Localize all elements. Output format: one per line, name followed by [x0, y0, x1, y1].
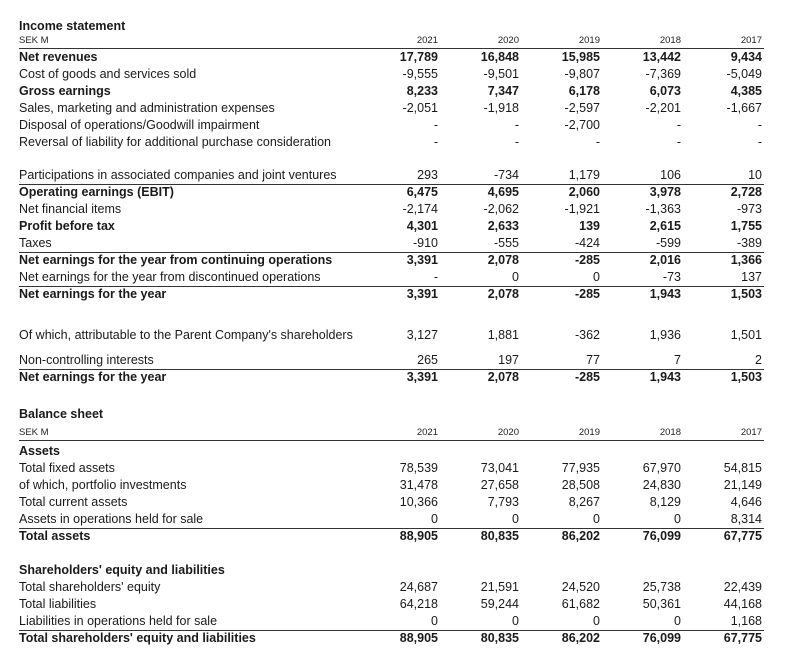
row-value: -285 — [574, 253, 600, 267]
row-value: -1,918 — [483, 101, 519, 115]
table-row — [19, 511, 764, 528]
table-row — [19, 252, 764, 269]
year-header: 2021 — [416, 427, 438, 438]
row-value: 67,775 — [723, 631, 762, 645]
table-row — [19, 66, 764, 83]
row-value: 80,835 — [480, 529, 519, 543]
row-label: Net earnings for the year from discontinued operations — [19, 270, 321, 284]
row-value: 44,168 — [723, 597, 762, 611]
row-value: 77 — [586, 353, 600, 367]
row-value: 2,615 — [649, 219, 681, 233]
row-value: 21,149 — [723, 478, 762, 492]
row-label: of which, portfolio investments — [19, 478, 187, 492]
row-value: 8,129 — [649, 495, 681, 509]
row-value: 7,793 — [487, 495, 519, 509]
row-value: 4,301 — [406, 219, 438, 233]
row-value: 50,361 — [642, 597, 681, 611]
row-value: 2,016 — [649, 253, 681, 267]
row-label: Total fixed assets — [19, 461, 115, 475]
table-row — [19, 596, 764, 613]
row-value: -555 — [493, 236, 519, 250]
table-row — [19, 579, 764, 596]
table-row — [19, 352, 764, 369]
row-label: Non-controlling interests — [19, 353, 154, 367]
row-value: 1,936 — [649, 328, 681, 342]
table-row — [19, 319, 764, 352]
row-label: Sales, marketing and administration expenses — [19, 101, 275, 115]
year-header: 2021 — [416, 35, 438, 46]
year-header: 2018 — [659, 427, 681, 438]
row-value: 4,646 — [730, 495, 762, 509]
row-value: -7,369 — [645, 67, 681, 81]
row-value: - — [433, 118, 438, 132]
row-value: -2,051 — [402, 101, 438, 115]
row-value: 4,385 — [730, 84, 762, 98]
row-value: 265 — [417, 353, 438, 367]
row-label: Net financial items — [19, 202, 122, 216]
row-value: 22,439 — [723, 580, 762, 594]
row-value: 3,391 — [406, 287, 438, 301]
row-value: -1,921 — [564, 202, 600, 216]
row-label: Cost of goods and services sold — [19, 67, 197, 81]
row-value: 16,848 — [480, 50, 519, 64]
table-row — [19, 286, 764, 303]
row-label: Taxes — [19, 236, 52, 250]
row-value: 3,391 — [406, 370, 438, 384]
row-label: Operating earnings (EBIT) — [19, 185, 174, 199]
row-value: 0 — [593, 512, 600, 526]
income-unit-row — [19, 35, 764, 49]
row-value: 24,520 — [561, 580, 600, 594]
table-row — [19, 151, 764, 184]
row-value: -973 — [736, 202, 762, 216]
row-value: - — [514, 118, 519, 132]
row-label: Assets in operations held for sale — [19, 512, 204, 526]
table-row — [19, 49, 764, 66]
row-value: -389 — [736, 236, 762, 250]
row-value: 8,314 — [730, 512, 762, 526]
row-value: 0 — [674, 614, 681, 628]
row-value: 137 — [741, 270, 762, 284]
row-value: - — [757, 135, 762, 149]
income-unit-label: SEK M — [19, 35, 49, 46]
row-value: - — [595, 135, 600, 149]
row-label: Reversal of liability for additional purchase consideration — [19, 135, 331, 149]
row-value: 86,202 — [561, 529, 600, 543]
row-value: -2,597 — [564, 101, 600, 115]
income-statement-section — [19, 17, 764, 386]
table-row — [19, 134, 764, 151]
table-row — [19, 613, 764, 630]
row-value: 3,391 — [406, 253, 438, 267]
row-value: - — [433, 135, 438, 149]
table-row — [19, 269, 764, 286]
row-label: Of which, attributable to the Parent Company's shareholders — [19, 328, 353, 342]
row-value: 64,218 — [399, 597, 438, 611]
row-value: -2,700 — [564, 118, 600, 132]
row-value: -9,555 — [402, 67, 438, 81]
assets-heading: Assets — [19, 444, 60, 458]
row-value: 3,978 — [649, 185, 681, 199]
row-value: 7 — [674, 353, 681, 367]
row-label: Net earnings for the year from continuing operations — [19, 253, 333, 267]
row-value: -599 — [655, 236, 681, 250]
row-value: 7,347 — [487, 84, 519, 98]
row-value: 17,789 — [399, 50, 438, 64]
row-value: 0 — [431, 512, 438, 526]
row-label: Gross earnings — [19, 84, 111, 98]
year-header: 2019 — [578, 427, 600, 438]
row-value: -734 — [493, 168, 519, 182]
row-value: 9,434 — [730, 50, 762, 64]
row-value: 67,775 — [723, 529, 762, 543]
table-row — [19, 83, 764, 100]
balance-unit-row — [19, 427, 764, 441]
row-value: 4,695 — [487, 185, 519, 199]
row-value: 76,099 — [642, 529, 681, 543]
row-value: 106 — [660, 168, 681, 182]
row-value: -362 — [574, 328, 600, 342]
row-label: Total shareholders' equity and liabilities — [19, 631, 256, 645]
row-label: Total shareholders' equity — [19, 580, 161, 594]
table-row — [19, 235, 764, 252]
row-label: Total current assets — [19, 495, 128, 509]
row-value: 0 — [593, 270, 600, 284]
year-header: 2020 — [497, 427, 519, 438]
row-value: 88,905 — [399, 631, 438, 645]
row-value: 61,682 — [561, 597, 600, 611]
row-value: 1,168 — [730, 614, 762, 628]
row-value: 197 — [498, 353, 519, 367]
row-value: 1,179 — [568, 168, 600, 182]
row-label: Disposal of operations/Goodwill impairment — [19, 118, 260, 132]
table-row — [19, 369, 764, 386]
row-value: -2,174 — [402, 202, 438, 216]
row-label: Total assets — [19, 529, 91, 543]
row-value: 139 — [579, 219, 600, 233]
row-value: 2 — [755, 353, 762, 367]
year-header: 2018 — [659, 35, 681, 46]
row-value: 54,815 — [723, 461, 762, 475]
row-value: 78,539 — [399, 461, 438, 475]
row-value: 1,503 — [730, 287, 762, 301]
row-value: 8,233 — [406, 84, 438, 98]
row-value: -9,501 — [483, 67, 519, 81]
row-value: 86,202 — [561, 631, 600, 645]
row-value: 59,244 — [480, 597, 519, 611]
row-value: 6,178 — [568, 84, 600, 98]
row-value: -285 — [574, 370, 600, 384]
row-value: 3,127 — [406, 328, 438, 342]
row-value: -2,201 — [645, 101, 681, 115]
income-statement-title: Income statement — [19, 19, 126, 33]
row-value: 15,985 — [561, 50, 600, 64]
row-value: 6,475 — [406, 185, 438, 199]
row-value: 1,943 — [649, 287, 681, 301]
table-row — [19, 528, 764, 545]
row-value: - — [757, 118, 762, 132]
table-row — [19, 477, 764, 494]
row-value: 1,366 — [730, 253, 762, 267]
row-value: 10,366 — [399, 495, 438, 509]
table-row — [19, 460, 764, 477]
row-label: Profit before tax — [19, 219, 115, 233]
row-value: 24,687 — [399, 580, 438, 594]
row-value: 76,099 — [642, 631, 681, 645]
row-value: 6,073 — [649, 84, 681, 98]
row-label: Liabilities in operations held for sale — [19, 614, 218, 628]
row-label: Net earnings for the year — [19, 287, 167, 301]
row-value: - — [433, 270, 438, 284]
row-value: 2,060 — [568, 185, 600, 199]
row-value: 88,905 — [399, 529, 438, 543]
row-value: 0 — [593, 614, 600, 628]
row-value: 1,881 — [487, 328, 519, 342]
table-row — [19, 630, 764, 647]
row-value: 13,442 — [642, 50, 681, 64]
row-value: 0 — [431, 614, 438, 628]
row-value: 0 — [512, 614, 519, 628]
row-value: 2,078 — [487, 253, 519, 267]
year-header: 2017 — [740, 427, 762, 438]
row-value: -1,667 — [726, 101, 762, 115]
row-value: - — [676, 135, 681, 149]
assets-heading-row — [19, 441, 764, 460]
balance-sheet-title: Balance sheet — [19, 407, 104, 421]
row-value: 0 — [512, 270, 519, 284]
year-header: 2017 — [740, 35, 762, 46]
row-label: Total liabilities — [19, 597, 97, 611]
balance-unit-label: SEK M — [19, 427, 49, 438]
row-value: 31,478 — [399, 478, 438, 492]
row-value: 28,508 — [561, 478, 600, 492]
row-value: -1,363 — [645, 202, 681, 216]
row-value: 293 — [417, 168, 438, 182]
table-row — [19, 218, 764, 235]
equity-heading: Shareholders' equity and liabilities — [19, 563, 225, 577]
row-value: 1,943 — [649, 370, 681, 384]
row-value: 73,041 — [480, 461, 519, 475]
table-row — [19, 494, 764, 511]
row-value: 2,633 — [487, 219, 519, 233]
row-label: Net revenues — [19, 50, 98, 64]
row-value: -5,049 — [726, 67, 762, 81]
row-value: -424 — [574, 236, 600, 250]
row-label: Net earnings for the year — [19, 370, 167, 384]
row-value: -2,062 — [483, 202, 519, 216]
row-value: -73 — [662, 270, 681, 284]
row-value: -285 — [574, 287, 600, 301]
table-row — [19, 184, 764, 201]
year-header: 2019 — [578, 35, 600, 46]
row-value: 67,970 — [642, 461, 681, 475]
year-header: 2020 — [497, 35, 519, 46]
row-value: -9,807 — [564, 67, 600, 81]
table-row — [19, 201, 764, 218]
row-value: - — [514, 135, 519, 149]
row-value: 0 — [674, 512, 681, 526]
row-value: 8,267 — [568, 495, 600, 509]
row-value: - — [676, 118, 681, 132]
row-label: Participations in associated companies and joint ventures — [19, 168, 337, 182]
row-value: 0 — [512, 512, 519, 526]
row-value: 24,830 — [642, 478, 681, 492]
row-value: 80,835 — [480, 631, 519, 645]
row-value: 1,503 — [730, 370, 762, 384]
row-value: -910 — [412, 236, 438, 250]
row-value: 1,501 — [730, 328, 762, 342]
row-value: 10 — [748, 168, 762, 182]
equity-heading-row — [19, 561, 764, 579]
row-value: 2,078 — [487, 287, 519, 301]
row-value: 2,078 — [487, 370, 519, 384]
balance-sheet-section — [19, 405, 764, 647]
row-value: 27,658 — [480, 478, 519, 492]
row-value: 25,738 — [642, 580, 681, 594]
row-value: 1,755 — [730, 219, 762, 233]
row-value: 21,591 — [480, 580, 519, 594]
row-value: 2,728 — [730, 185, 762, 199]
table-row — [19, 100, 764, 117]
table-row — [19, 117, 764, 134]
row-value: 77,935 — [561, 461, 600, 475]
